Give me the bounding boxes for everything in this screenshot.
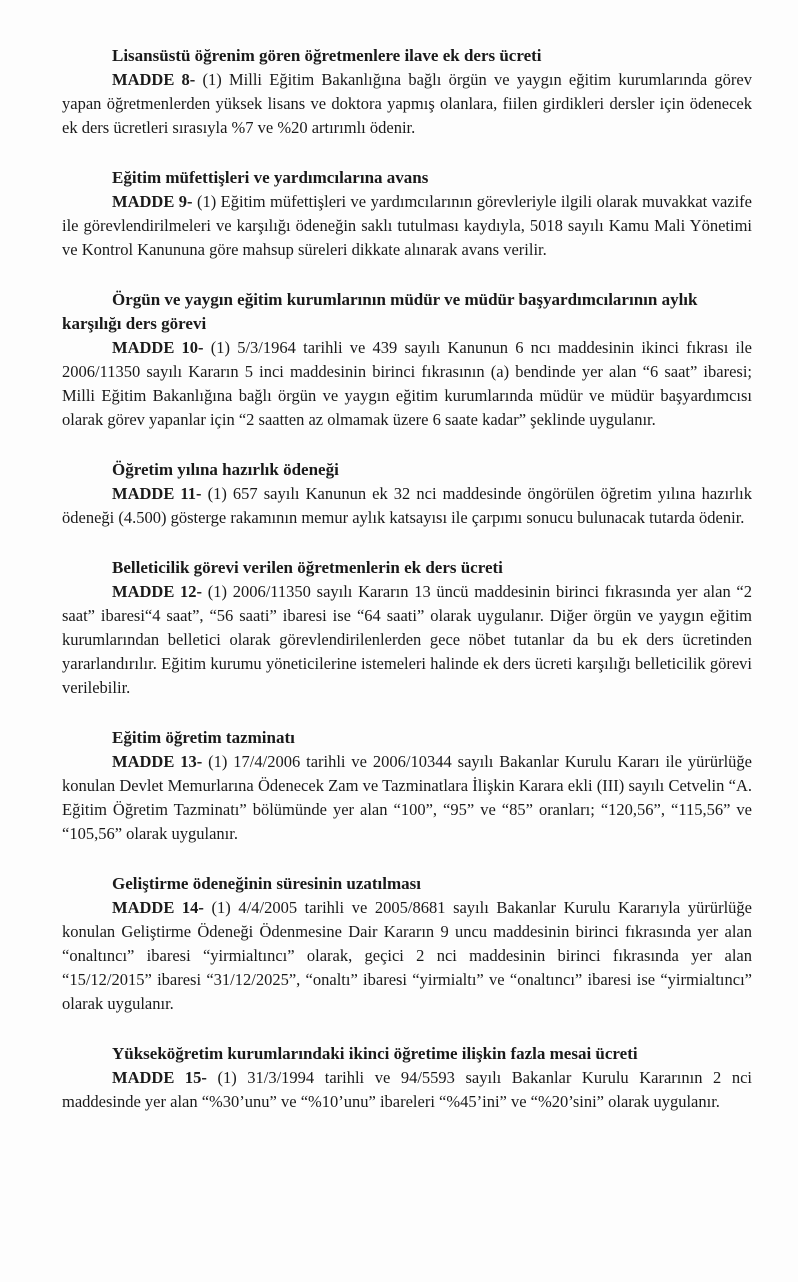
article-text: (1) 657 sayılı Kanunun ek 32 nci maddesinde öngörülen öğretim yılına hazırlık ödeneği (4.500) gösterge rakamının memur aylık katsayısı ile çarpımı sonucu bulunacak tutarda ödenir. (62, 484, 752, 527)
article-text: (1) 2006/11350 sayılı Kararın 13 üncü maddesinin birinci fıkrasında yer alan “2 saat” ibaresi“4 saat”, “56 saati” ibaresi ise “64 saati” olarak uygulanır. Diğer örgün ve yaygın eğitim kurumlarından belletici olarak görevlendirilenlerden gece nöbet tutanlar da bu ek ders ücretinden yararlandırılır. Eğitim kurumu yöneticilerine istemeleri halinde ek ders ücreti karşılığı belleticilik görevi verilebilir. (62, 582, 752, 697)
article-text: (1) Eğitim müfettişleri ve yardımcılarının görevleriyle ilgili olarak muvakkat vazife ile görevlendirilmeleri ve karşılığı ödeneğin saklı tutulması kaydıyla, 5018 sayılı Kamu Mali Yönetimi ve Kontrol Kanununa göre mahsup süreleri dikkate alınarak avans verilir. (62, 192, 753, 259)
article-number: MADDE 8- (112, 70, 196, 89)
article-number: MADDE 11- (112, 484, 202, 503)
article-15 (62, 1042, 752, 1114)
article-paragraph (62, 482, 752, 530)
article-paragraph (62, 896, 752, 1016)
article-paragraph (62, 190, 752, 262)
article-paragraph (62, 1066, 752, 1114)
article-heading: Lisansüstü öğrenim gören öğretmenlere ilave ek ders ücreti (112, 46, 542, 65)
article-number: MADDE 12- (112, 582, 203, 601)
article-number: MADDE 9- (112, 192, 193, 211)
article-number: MADDE 10- (112, 338, 204, 357)
article-13 (62, 726, 752, 846)
article-9 (62, 166, 752, 262)
article-11 (62, 458, 752, 530)
article-10 (62, 288, 752, 432)
article-number: MADDE 14- (112, 898, 204, 917)
article-paragraph (62, 580, 752, 700)
article-text: (1) 17/4/2006 tarihli ve 2006/10344 sayılı Bakanlar Kurulu Kararı ile yürürlüğe konulan Devlet Memurlarına Ödenecek Zam ve Tazminatlara İlişkin Karara ekli (III) sayılı Cetvelin “A. Eğitim Öğretim Tazminatı” bölümünde yer alan “100”, “95” ve “85” oranları; “120,56”, “115,56” ve “105,56” olarak uygulanır. (62, 752, 752, 843)
article-heading: Geliştirme ödeneğinin süresinin uzatılması (112, 874, 422, 893)
article-text: (1) 4/4/2005 tarihli ve 2005/8681 sayılı Bakanlar Kurulu Kararıyla yürürlüğe konulan Geliştirme Ödeneği Ödenmesine Dair Kararın 9 uncu maddesinin birinci fıkrasında yer alan “onaltıncı” ibaresi “yirmialtıncı” olarak, geçici 2 nci maddesinin birinci fıkrasında yer alan “15/12/2015” ibaresi “31/12/2025”, “onaltı” ibaresi “yirmialtı” ve “onaltıncı” ibaresi ise “yirmialtıncı” olarak uygulanır. (62, 898, 752, 1013)
article-heading: Eğitim öğretim tazminatı (112, 728, 295, 747)
article-heading: Belleticilik görevi verilen öğretmenlerin ek ders ücreti (112, 558, 503, 577)
article-paragraph (62, 68, 752, 140)
article-number: MADDE 13- (112, 752, 203, 771)
article-text: (1) Milli Eğitim Bakanlığına bağlı örgün ve yaygın eğitim kurumlarında görev yapan öğretmenlerden yüksek lisans ve doktora yapmış olanlara, fiilen girdikleri dersler için ödenecek ek ders ücretleri sırasıyla %7 ve %20 artırımlı ödenir. (62, 70, 752, 137)
article-12 (62, 556, 752, 700)
article-number: MADDE 15- (112, 1068, 207, 1087)
article-heading: Öğretim yılına hazırlık ödeneği (112, 460, 339, 479)
article-14 (62, 872, 752, 1016)
document-body (62, 44, 752, 1140)
article-heading: Yükseköğretim kurumlarındaki ikinci öğretime ilişkin fazla mesai ücreti (112, 1044, 638, 1063)
article-heading: Örgün ve yaygın eğitim kurumlarının müdür ve müdür başyardımcılarının aylık karşılığı ders görevi (62, 290, 698, 333)
article-text: (1) 5/3/1964 tarihli ve 439 sayılı Kanunun 6 ncı maddesinin ikinci fıkrası ile 2006/11350 sayılı Kararın 5 inci maddesinin birinci fıkrasının (a) bendinde yer alan “6 saat” ibaresi; Milli Eğitim Bakanlığına bağlı örgün ve yaygın eğitim kurumlarında müdür ve müdür başyardımcısı olarak görev yapanlar için “2 saatten az olmamak üzere 6 saate kadar” şeklinde uygulanır. (62, 338, 752, 429)
article-8 (62, 44, 752, 140)
article-paragraph (62, 336, 752, 432)
article-paragraph (62, 750, 752, 846)
article-text: (1) 31/3/1994 tarihli ve 94/5593 sayılı Bakanlar Kurulu Kararının 2 nci maddesinde yer alan “%30’unu” ve “%10’unu” ibareleri “%45’ini” ve “%20’sini” olarak uygulanır. (62, 1068, 752, 1111)
article-heading: Eğitim müfettişleri ve yardımcılarına avans (112, 168, 429, 187)
